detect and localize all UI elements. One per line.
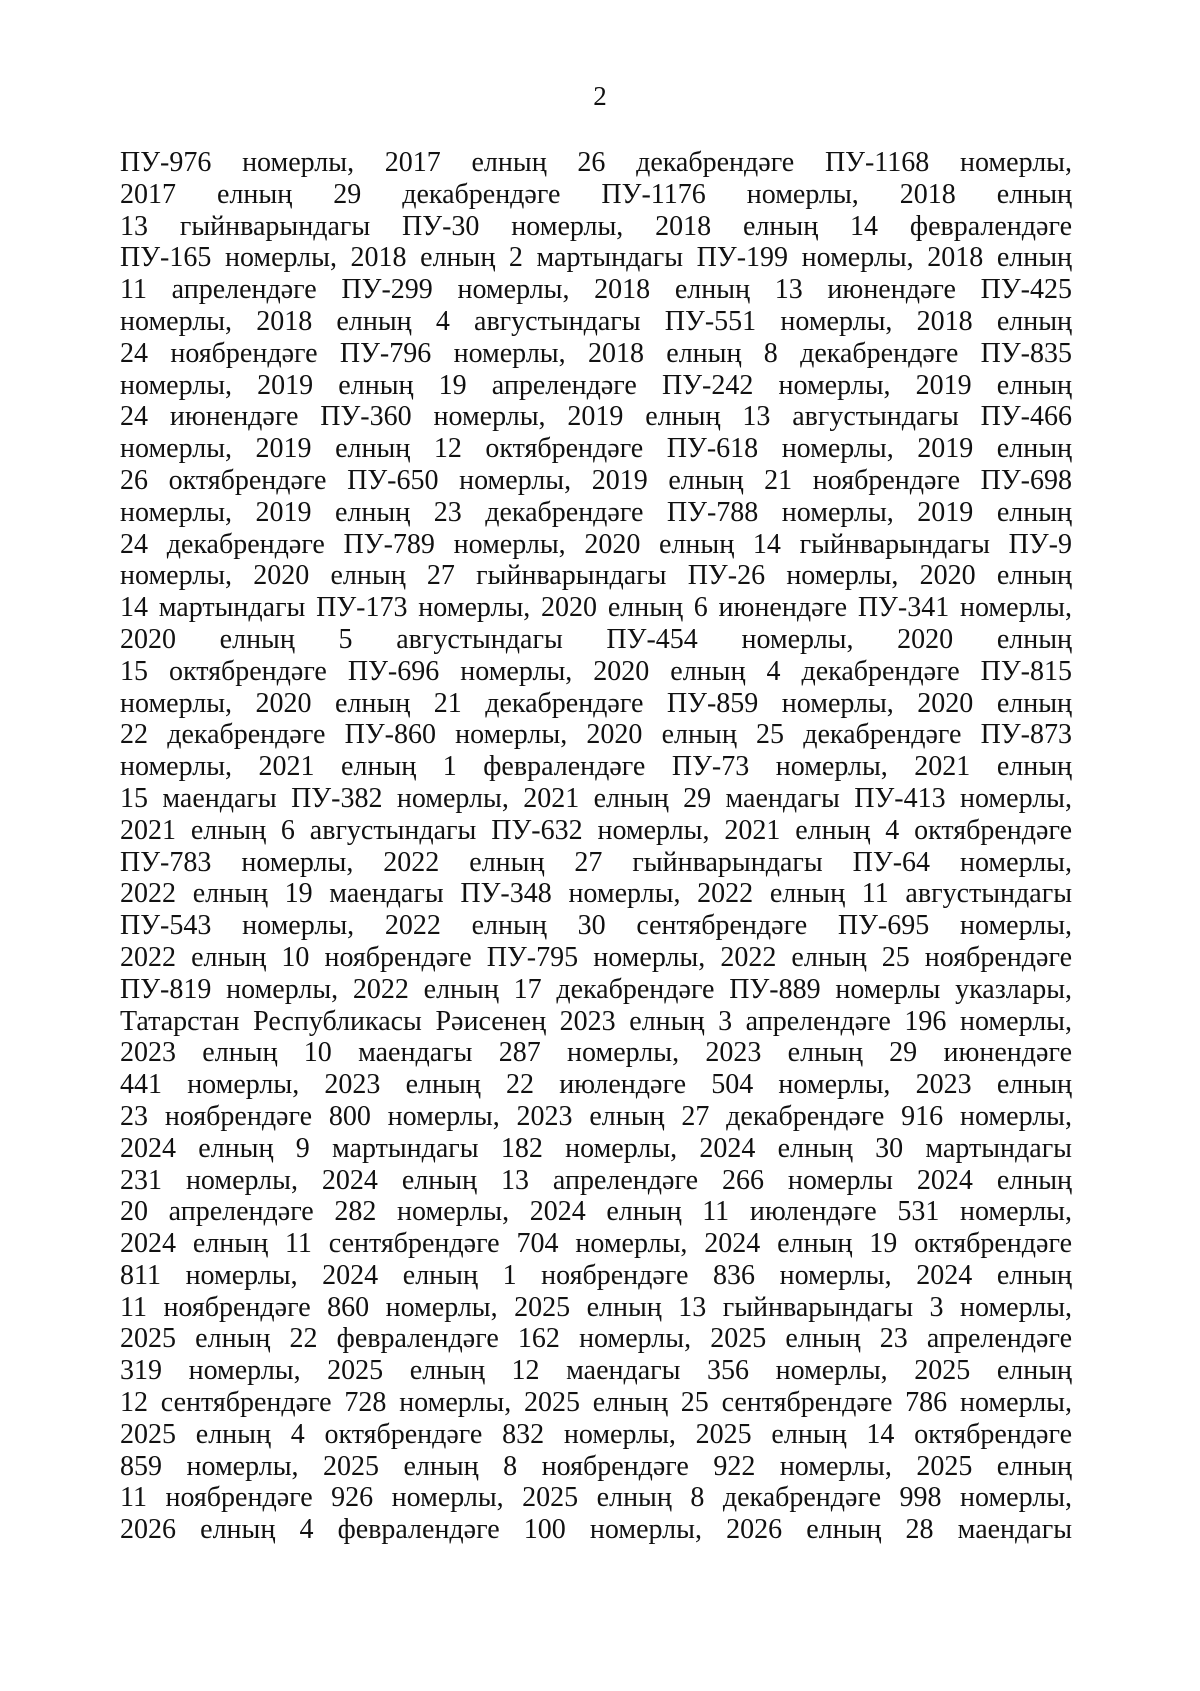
text-line-21: 15 маендагы ПУ-382 номерлы, 2021 елның 29 маендагы ПУ-413 номерлы, [120, 782, 1072, 814]
text-line-3: 13 гыйнварындагы ПУ-30 номерлы, 2018 елның 14 февралендәге [120, 210, 1072, 242]
text-line-36: 811 номерлы, 2024 елның 1 ноябрендәге 836 номерлы, 2024 елның [120, 1259, 1072, 1291]
text-line-31: 23 ноябрендәге 800 номерлы, 2023 елның 27 декабрендәге 916 номерлы, [120, 1100, 1072, 1132]
text-line-6: номерлы, 2018 елның 4 августындагы ПУ-551 номерлы, 2018 елның [120, 305, 1072, 337]
text-line-29: 2023 елның 10 маендагы 287 номерлы, 2023 елның 29 июнендәге [120, 1037, 1072, 1069]
text-line-18: номерлы, 2020 елның 21 декабрендәге ПУ-859 номерлы, 2020 елның [120, 687, 1072, 719]
text-line-20: номерлы, 2021 елның 1 февралендәге ПУ-73 номерлы, 2021 елның [120, 751, 1072, 783]
text-line-16: 2020 елның 5 августындагы ПУ-454 номерлы, 2020 елның [120, 623, 1072, 655]
text-line-1: ПУ-976 номерлы, 2017 елның 26 декабрендәге ПУ-1168 номерлы, [120, 147, 1072, 178]
text-line-9: 24 июнендәге ПУ-360 номерлы, 2019 елның 13 августындагы ПУ-466 [120, 401, 1072, 433]
text-line-10: номерлы, 2019 елның 12 октябрендәге ПУ-618 номерлы, 2019 елның [120, 433, 1072, 465]
text-line-8: номерлы, 2019 елның 19 апрелендәге ПУ-242 номерлы, 2019 елның [120, 369, 1072, 401]
text-line-12: номерлы, 2019 елның 23 декабрендәге ПУ-788 номерлы, 2019 елның [120, 496, 1072, 528]
text-line-2: 2017 елның 29 декабрендәге ПУ-1176 номерлы, 2018 елның [120, 178, 1072, 210]
page-number: 2 [593, 81, 607, 111]
text-line-32: 2024 елның 9 мартындагы 182 номерлы, 2024 елның 30 мартындагы [120, 1132, 1072, 1164]
text-line-44: 2026 елның 4 февралендәге 100 номерлы, 2026 елның 28 маендагы [120, 1514, 1072, 1546]
text-line-25: ПУ-543 номерлы, 2022 елның 30 сентябрендәге ПУ-695 номерлы, [120, 910, 1072, 942]
text-line-19: 22 декабрендәге ПУ-860 номерлы, 2020 елның 25 декабрендәге ПУ-873 [120, 719, 1072, 751]
text-line-42: 859 номерлы, 2025 елның 8 ноябрендәге 922 номерлы, 2025 елның [120, 1450, 1072, 1482]
text-line-17: 15 октябрендәге ПУ-696 номерлы, 2020 елның 4 декабрендәге ПУ-815 [120, 655, 1072, 687]
text-line-4: ПУ-165 номерлы, 2018 елның 2 мартындагы ПУ-199 номерлы, 2018 елның [120, 242, 1072, 274]
text-line-27: ПУ-819 номерлы, 2022 елның 17 декабрендәге ПУ-889 номерлы указлары, [120, 973, 1072, 1005]
text-line-28: Татарстан Республикасы Рәисенең 2023 елның 3 апрелендәге 196 номерлы, [120, 1005, 1072, 1037]
text-line-26: 2022 елның 10 ноябрендәге ПУ-795 номерлы, 2022 елның 25 ноябрендәге [120, 941, 1072, 973]
text-line-35: 2024 елның 11 сентябрендәге 704 номерлы, 2024 елның 19 октябрендәге [120, 1228, 1072, 1260]
text-line-39: 319 номерлы, 2025 елның 12 маендагы 356 номерлы, 2025 елның [120, 1355, 1072, 1387]
text-line-15: 14 мартындагы ПУ-173 номерлы, 2020 елның 6 июнендәге ПУ-341 номерлы, [120, 592, 1072, 624]
text-line-34: 20 апрелендәге 282 номерлы, 2024 елның 11 июлендәге 531 номерлы, [120, 1196, 1072, 1228]
text-line-7: 24 ноябрендәге ПУ-796 номерлы, 2018 елның 8 декабрендәге ПУ-835 [120, 337, 1072, 369]
text-line-5: 11 апрелендәге ПУ-299 номерлы, 2018 елның 13 июнендәге ПУ-425 [120, 274, 1072, 306]
text-line-43: 11 ноябрендәге 926 номерлы, 2025 елның 8 декабрендәге 998 номерлы, [120, 1482, 1072, 1514]
text-line-14: номерлы, 2020 елның 27 гыйнварындагы ПУ-26 номерлы, 2020 елның [120, 560, 1072, 592]
text-line-40: 12 сентябрендәге 728 номерлы, 2025 елның 25 сентябрендәге 786 номерлы, [120, 1387, 1072, 1419]
text-line-30: 441 номерлы, 2023 елның 22 июлендәге 504 номерлы, 2023 елның [120, 1069, 1072, 1101]
text-line-24: 2022 елның 19 маендагы ПУ-348 номерлы, 2022 елның 11 августындагы [120, 878, 1072, 910]
text-line-22: 2021 елның 6 августындагы ПУ-632 номерлы, 2021 елның 4 октябрендәге [120, 814, 1072, 846]
text-line-23: ПУ-783 номерлы, 2022 елның 27 гыйнварындагы ПУ-64 номерлы, [120, 846, 1072, 878]
text-line-41: 2025 елның 4 октябрендәге 832 номерлы, 2025 елның 14 октябрендәге [120, 1418, 1072, 1450]
text-line-11: 26 октябрендәге ПУ-650 номерлы, 2019 елның 21 ноябрендәге ПУ-698 [120, 464, 1072, 496]
text-line-33: 231 номерлы, 2024 елның 13 апрелендәге 266 номерлы 2024 елның [120, 1164, 1072, 1196]
text-line-13: 24 декабрендәге ПУ-789 номерлы, 2020 елның 14 гыйнварындагы ПУ-9 [120, 528, 1072, 560]
document-body [120, 147, 1072, 1546]
text-line-38: 2025 елның 22 февралендәге 162 номерлы, 2025 елның 23 апрелендәге [120, 1323, 1072, 1355]
text-line-37: 11 ноябрендәге 860 номерлы, 2025 елның 13 гыйнварындагы 3 номерлы, [120, 1291, 1072, 1323]
